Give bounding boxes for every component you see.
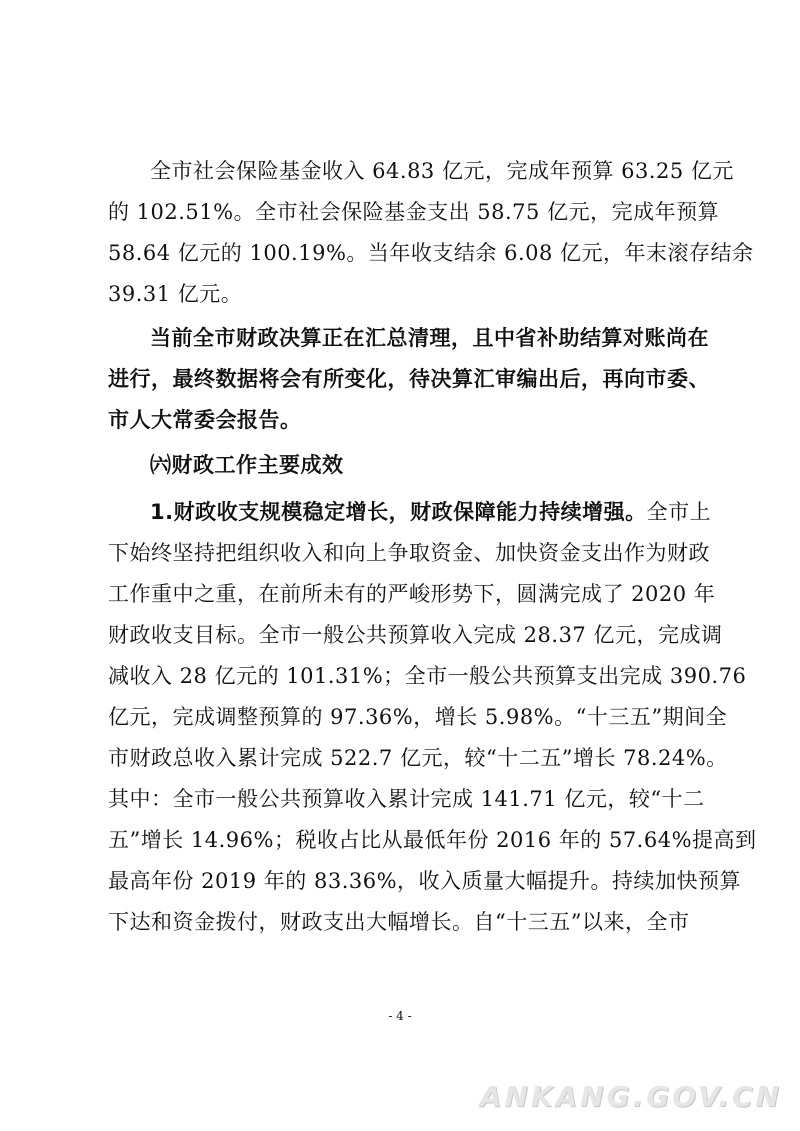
page-number: - 4 - [388,1009,412,1023]
text-line: 当前全市财政决算正在汇总清理，且中省补助结算对账尚在 [150,326,709,350]
paragraph-social-insurance [108,151,754,315]
section-heading-block [108,445,708,486]
text-line: 39.31 亿元。 [108,282,243,306]
paragraph-settlement-note [108,318,708,441]
text-line: 58.64 亿元的 100.19%。当年收支结余 6.08 亿元，年末滚存结余 [108,241,754,265]
section-heading: ㈥财政工作主要成效 [150,453,344,477]
text-line: 亿元，完成调整预算的 97.36%，增长 5.98%。“十三五”期间全 [108,705,728,729]
site-watermark: ANKANG.GOV.CN [479,1080,782,1113]
text-line: 财政收支目标。全市一般公共预算收入完成 28.37 亿元，完成调 [108,623,723,647]
text-line: 进行，最终数据将会有所变化，待决算汇审编出后，再向市委、 [108,367,710,391]
lead-rest-text: 全市上 [646,500,712,524]
text-line-lead [108,492,712,533]
text-line: 其中：全市一般公共预算收入累计完成 141.71 亿元，较“十二 [108,787,705,811]
text-line: 市财政总收入累计完成 522.7 亿元，较“十二五”增长 78.24%。 [108,746,728,770]
text-line: 工作重中之重，在前所未有的严峻形势下，圆满完成了 2020 年 [108,582,716,606]
lead-bold-text: 1.财政收支规模稳定增长，财政保障能力持续增强。 [150,500,647,524]
text-line: 最高年份 2019 年的 83.36%，收入质量大幅提升。持续加快预算 [108,869,742,893]
paragraph-fiscal-achievements [108,492,757,943]
text-line: 全市社会保险基金收入 64.83 亿元，完成年预算 63.25 亿元 [150,159,734,183]
text-line: 市人大常委会报告。 [108,408,302,432]
text-line: 下始终坚持把组织收入和向上争取资金、加快资金支出作为财政 [108,541,710,565]
text-line: 减收入 28 亿元的 101.31%；全市一般公共预算支出完成 390.76 [108,664,747,688]
text-line: 五”增长 14.96%；税收占比从最低年份 2016 年的 57.64%提高到 [108,828,757,852]
text-line: 下达和资金拨付，财政支出大幅增长。自“十三五”以来，全市 [108,910,690,934]
text-line: 的 102.51%。全市社会保险基金支出 58.75 亿元，完成年预算 [108,200,720,224]
